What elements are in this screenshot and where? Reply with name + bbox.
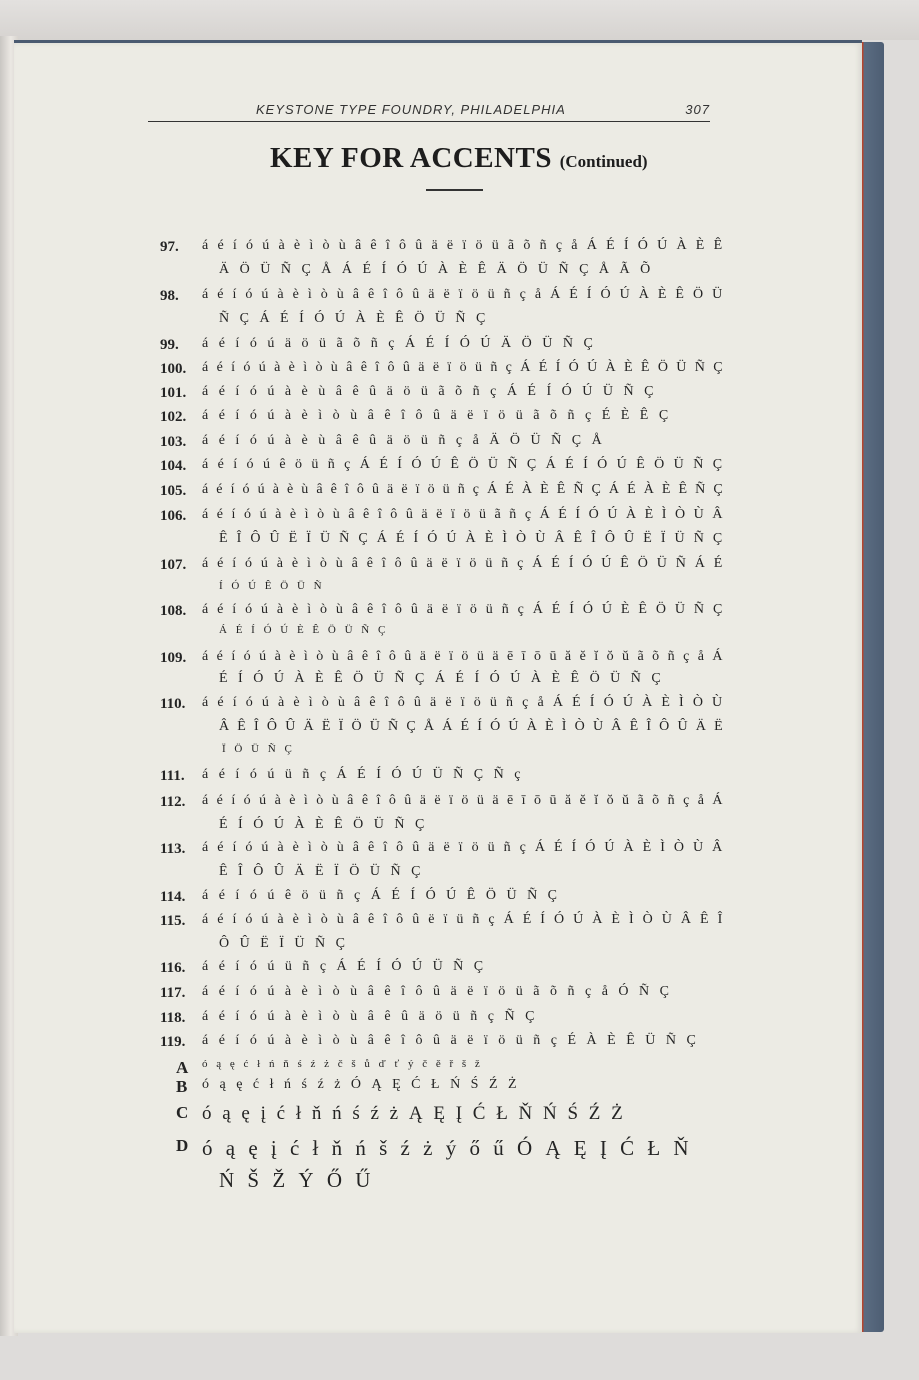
accent-characters-line: á é í ó ú à è ì ò ù â ê î ô û ä ë ï ö ü ã õ ñ ç å Ó Ñ Ç [202, 984, 673, 999]
accent-characters-line: Ä Ö Ü Ñ Ç Å Á É Í Ó Ú À È Ê Ä Ö Ü Ñ Ç Å Ã Õ [219, 262, 654, 277]
entry-number: D [176, 1136, 189, 1155]
accent-characters-line: Á É Í Ó Ú È Ê Ö Ü Ñ Ç [219, 624, 389, 636]
accent-characters-line: á é í ó ú à è ì ò ù â ê î ô û ä ë ï ö ü ä ē ī ō ū ă ĕ ĭ ŏ ŭ ã õ ñ ç å Á [202, 793, 725, 808]
accent-characters-line: á é í ó ú à è ì ò ù â ê û ä ö ü ñ ç Ñ Ç [202, 1009, 538, 1024]
accent-characters-line: á é í ó ú à è ì ò ù â ê î ô û ä ë ï ö ü ñ ç Á É Í Ó Ú À È Ê Ö Ü Ñ Ç [202, 360, 725, 375]
entry-number: 116. [160, 960, 186, 976]
accent-characters-line: á é í ó ú à è ì ò ù â ê î ô û ä ë ï ö ü ã õ ñ ç å Á É Í Ó Ú À È Ê [202, 238, 725, 253]
accent-characters-line: á é í ó ú à è ì ò ù â ê î ô û ä ë ï ö ü ñ ç Á É Í Ó Ú È Ê Ö Ü Ñ Ç [202, 602, 725, 617]
entry-number: 99. [160, 337, 179, 353]
entry-number: 114. [160, 889, 186, 905]
page-title [270, 142, 730, 175]
entry-number: 115. [160, 913, 186, 929]
accent-characters-line: Ñ Ç Á É Í Ó Ú À È Ê Ö Ü Ñ Ç [219, 311, 489, 326]
entry-number: 118. [160, 1010, 186, 1026]
accent-characters-line: É Í Ó Ú À È Ê Ö Ü Ñ Ç [219, 817, 428, 832]
entry-number: 98. [160, 288, 179, 304]
accent-characters-line: á é í ó ú ü ñ ç Á É Í Ó Ú Ü Ñ Ç [202, 959, 487, 974]
title-sub: (Continued) [559, 152, 648, 171]
accent-characters-line: Í Ó Ú Ê Ö Ü Ñ [219, 580, 325, 592]
entry-number: C [176, 1103, 189, 1122]
accent-characters-line: Ô Û Ë Ï Ü Ñ Ç [219, 936, 349, 951]
accent-characters-line: á é í ó ú ü ñ ç Á É Í Ó Ú Ü Ñ Ç Ñ ç [202, 767, 524, 782]
accent-characters-line: á é í ó ú ê ö ü ñ ç Á É Í Ó Ú Ê Ö Ü Ñ Ç Á É Í Ó Ú Ê Ö Ü Ñ Ç [202, 457, 725, 472]
accent-characters-line: á é í ó ú à è ì ò ù â ê î ô û ä ë ï ö ü ñ ç É À È Ê Ü Ñ Ç [202, 1033, 700, 1048]
entry-number: 110. [160, 696, 186, 712]
accent-characters-line: ó ą ę į ć ł ň ń ś ź ż Ą Ę Į Ć Ł Ň Ń Ś Ź Ż [202, 1103, 626, 1124]
accent-characters-line: Ï Ö Ü Ñ Ç [222, 743, 295, 755]
entry-number: 112. [160, 794, 186, 810]
entry-number: 119. [160, 1034, 186, 1050]
page-number: 307 [685, 102, 710, 117]
entry-number: 109. [160, 650, 187, 666]
accent-characters-line: Ê Î Ô Û Ä Ë Ï Ö Ü Ñ Ç [219, 864, 424, 879]
accent-characters-line: ó ą ę ć ł ń ś ź ż Ó Ą Ę Ć Ł Ń Ś Ź Ż [202, 1077, 521, 1092]
entry-number: 101. [160, 385, 187, 401]
accent-characters-line: á é í ó ú à è ì ò ù â ê î ô û ä ë ï ö ü ã õ ñ ç É È Ê Ç [202, 408, 672, 423]
accent-characters-line: á é í ó ú à è ì ò ù â ê î ô û ä ë ï ö ü ã ñ ç Á É Í Ó Ú À È Ì Ò Ù Â [202, 507, 725, 522]
accent-characters-line: á é í ó ú à è ì ò ù â ê î ô û ä ë ï ö ü ñ ç Á É Í Ó Ú Ê Ö Ü Ñ Á É [202, 556, 725, 571]
entry-number: 97. [160, 239, 179, 255]
entry-number: 102. [160, 409, 187, 425]
accent-characters-line: á é í ó ú à è ì ò ù â ê î ô û ë ï ü ñ ç Á É Í Ó Ú À È Ì Ò Ù Â Ê Î [202, 912, 725, 927]
header-text: KEYSTONE TYPE FOUNDRY, PHILADELPHIA [256, 102, 566, 117]
entry-number: A [176, 1058, 189, 1077]
entry-number: 103. [160, 434, 187, 450]
entry-number: 105. [160, 483, 187, 499]
accent-characters-line: Â Ê Î Ô Û Ä Ë Ï Ö Ü Ñ Ç Å Á É Í Ó Ú À È Ì Ò Ù Â Ê Î Ô Û Ä Ë [219, 719, 725, 734]
accent-characters-line: á é í ó ú à è ì ò ù â ê î ô û ä ë ï ö ü ä ē ī ō ū ă ĕ ĭ ŏ ŭ ã õ ñ ç å Á [202, 649, 725, 664]
accent-characters-line: á é í ó ú à è ù â ê û ä ö ü ã õ ñ ç Á É Í Ó Ú Ü Ñ Ç [202, 384, 657, 399]
entry-number: 104. [160, 458, 187, 474]
accent-characters-line: á é í ó ú à è ì ò ù â ê î ô û ä ë ï ö ü ñ ç å Á É Í Ó Ú À È Ì Ò Ù [202, 695, 725, 710]
entry-number: 111. [160, 768, 185, 784]
accent-characters-line: á é í ó ú ê ö ü ñ ç Á É Í Ó Ú Ê Ö Ü Ñ Ç [202, 888, 561, 903]
accent-characters-line: á é í ó ú à è ì ò ù â ê î ô û ä ë ï ö ü ñ ç Á É Í Ó Ú À È Ì Ò Ù Â [202, 840, 725, 855]
title-main: KEY FOR ACCENTS [270, 142, 552, 174]
book-cover-top [0, 0, 919, 40]
entry-number: 107. [160, 557, 187, 573]
entry-number: 117. [160, 985, 186, 1001]
entry-number: B [176, 1077, 188, 1096]
accent-characters-line: ó ą ę ć ł ń ň ś ź ż č š ů ď ť ý č ě ř š ž [202, 1058, 483, 1070]
accent-characters-line: Ń Š Ž Ý Ő Ű [219, 1168, 375, 1192]
accent-characters-line: É Í Ó Ú À È Ê Ö Ü Ñ Ç Á É Í Ó Ú À È Ê Ö Ü Ñ Ç [219, 671, 665, 686]
entry-number: 113. [160, 841, 186, 857]
accent-characters-line: á é í ó ú ä ö ü ã õ ñ ç Á É Í Ó Ú Ä Ö Ü Ñ Ç [202, 336, 597, 351]
accent-characters-line: ó ą ę į ć ł ň ń š ź ż ý ő ű Ó Ą Ę Į Ć Ł Ň [202, 1136, 693, 1160]
accent-characters-line: á é í ó ú à è ì ò ù â ê î ô û ä ë ï ö ü ñ ç å Á É Í Ó Ú À È Ê Ö Ü [202, 287, 725, 302]
entry-number: 108. [160, 603, 187, 619]
running-header [148, 101, 710, 122]
accent-characters-line: á é í ó ú à è ù â ê û ä ö ü ñ ç å Ä Ö Ü Ñ Ç Å [202, 433, 606, 448]
entry-number: 106. [160, 508, 187, 524]
accent-characters-line: Ê Î Ô Û Ë Ï Ü Ñ Ç Á É Í Ó Ú À È Ì Ò Ù Â Ê Î Ô Û Ë Ï Ü Ñ Ç [219, 531, 725, 546]
entry-number: 100. [160, 361, 187, 377]
title-rule [426, 189, 483, 191]
accent-characters-line: á é í ó ú à è ù â ê î ô û ä ë ï ö ü ñ ç Á É À È Ê Ñ Ç Á É À È Ê Ñ Ç [202, 482, 725, 497]
